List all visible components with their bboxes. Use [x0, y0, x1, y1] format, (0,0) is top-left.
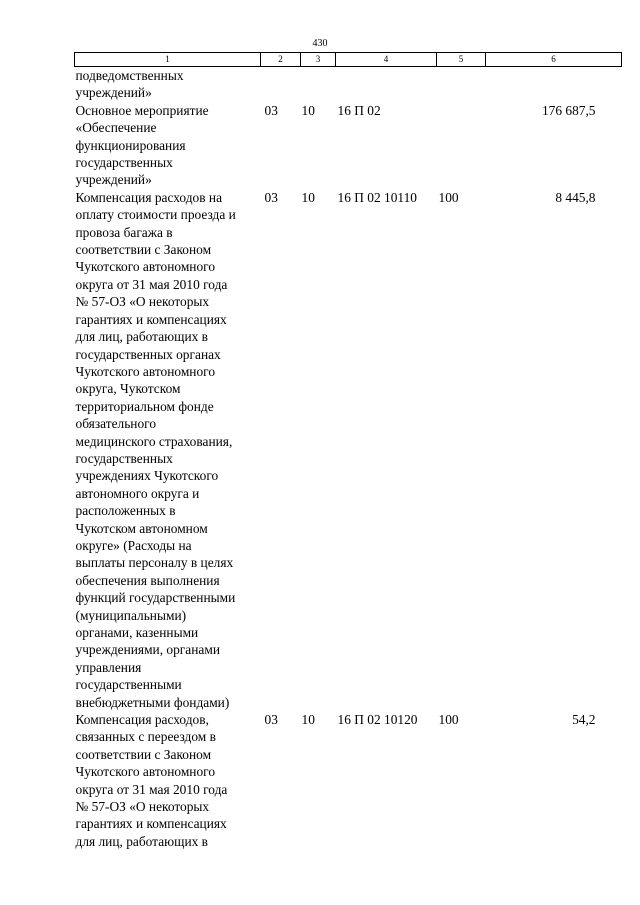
row-expense-type	[437, 67, 486, 102]
row-name: Компенсация расходов на оплату стоимости проезда и провоза багажа в соответствии с Законом Чукотского автономного округа от 31 мая 2010 года № 57-ОЗ «О некоторых гарантиях и компенсациях для лиц, работающих в государственных органах Чукотского автономного округа, Чукотском территориальном фонде обязательного медицинского страхования, государственных учреждениях Чукотского автономного округа и расположенных в Чукотском автономном округе» (Расходы на выплаты персоналу в целях обеспечения выполнения функций государственными (муниципальными) органами, казенными учреждениями, органами управления государственными внебюджетными фондами)	[75, 189, 236, 710]
page-number: 430	[312, 38, 328, 49]
table-row	[75, 711, 622, 850]
header-row	[75, 53, 622, 67]
table-row	[75, 102, 622, 189]
row-name: подведомственных учреждений»	[75, 68, 184, 101]
column-header-2: 2	[261, 53, 301, 67]
row-amount: 176 687,5	[541, 102, 596, 118]
column-header-4: 4	[336, 53, 437, 67]
column-header-5: 5	[437, 53, 486, 67]
column-header-6: 6	[486, 53, 622, 67]
row-subsection	[301, 67, 336, 102]
row-section	[261, 67, 301, 102]
row-target-article: 16 П 02 10110	[337, 189, 417, 205]
table-header	[75, 53, 622, 67]
budget-table	[74, 52, 622, 850]
row-target-article: 16 П 02	[337, 102, 381, 118]
row-amount: 8 445,8	[555, 189, 596, 205]
row-section: 03	[264, 712, 278, 728]
table-body	[75, 67, 622, 851]
row-target-article: 16 П 02 10120	[337, 712, 418, 728]
column-header-1: 1	[75, 53, 261, 67]
row-expense-type: 100	[438, 189, 459, 205]
row-expense-type	[437, 102, 486, 189]
table-row	[75, 67, 622, 102]
row-section: 03	[264, 189, 278, 205]
row-amount: 54,2	[572, 712, 596, 728]
row-subsection: 10	[301, 712, 315, 728]
row-expense-type: 100	[438, 712, 459, 728]
table-row	[75, 189, 622, 711]
row-name: Компенсация расходов, связанных с переездом в соответствии с Законом Чукотского автономного округа от 31 мая 2010 года № 57-ОЗ «О некоторых гарантиях и компенсациях для лиц, работающих в	[75, 712, 228, 849]
row-amount	[486, 67, 622, 102]
row-name: Основное мероприятие «Обеспечение функционирования государственных учреждений»	[75, 102, 209, 188]
column-header-3: 3	[301, 53, 336, 67]
row-subsection: 10	[301, 102, 315, 118]
row-subsection: 10	[301, 189, 315, 205]
row-section: 03	[264, 102, 278, 118]
row-target-article	[336, 67, 437, 102]
